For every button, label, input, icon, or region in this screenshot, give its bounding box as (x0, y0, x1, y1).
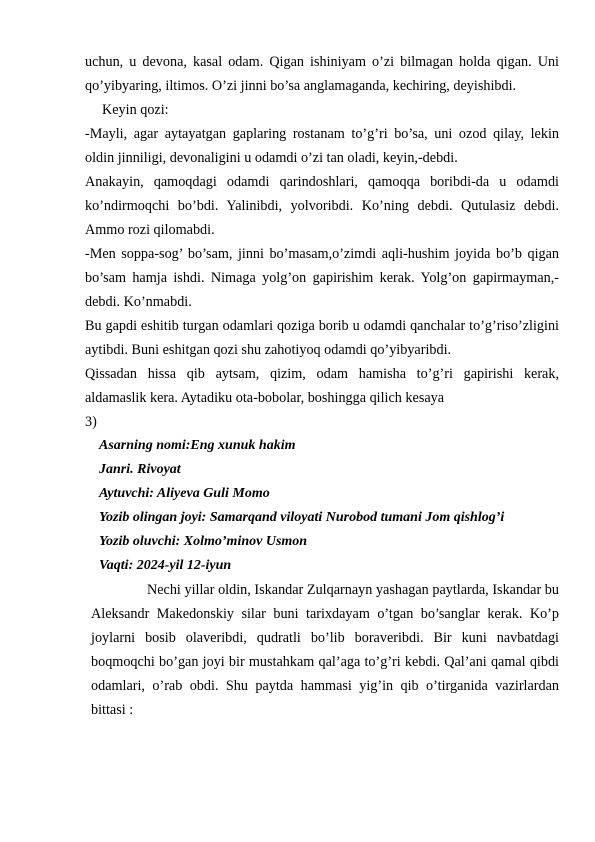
paragraph-7: Qissadan hissa qib aytsam, qizim, odam hamisha to’g’ri gapirishi kerak, aldamaslik kera. Aytadiku ota-bobolar, boshingga qilich kesaya (85, 366, 559, 406)
recording-place: Yozib olingan joyi: Samarqand viloyati Nurobod tumani Jom qishlog’i (99, 510, 505, 525)
teller: Aytuvchi: Aliyeva Guli Momo (99, 486, 270, 501)
paragraph-2: Keyin qozi: (102, 102, 169, 118)
recorder: Yozib oluvchi: Xolmo’minov Usmon (99, 534, 308, 549)
section-number: 3) (85, 414, 97, 430)
recording-date: Vaqti: 2024-yil 12-iyun (99, 558, 232, 573)
paragraph-6: Bu gapdi eshitib turgan odamlari qoziga borib u odamdi qanchalar to’g’riso’zligini aytibdi. Buni eshitgan qozi shu zahotiyoq odamdi qo’yibyaribdi. (85, 318, 559, 358)
paragraph-4: Anakayin, qamoqdagi odamdi qarindoshlari, qamoqqa boribdi-da u odamdi ko’ndirmoqchi bo’bdi. Yalinibdi, yolvoribdi. Ko’ning debdi. Qutulasiz debdi. Ammo rozi qilomabdi. (85, 174, 559, 238)
paragraph-3: -Mayli, agar aytayatgan gaplaring rostanam to’g’ri bo’sa, uni ozod qilay, lekin oldin jinniligi, devonaligini u odamdi o’zi tan oladi, keyin,-debdi. (85, 126, 559, 166)
story-text: Nechi yillar oldin, Iskandar Zulqarnayn yashagan paytlarda, Iskandar bu Aleksandr Makedonskiy silar buni tarixdayam o’tgan bo’sanglar kerak. Ko’p joylarni bosib olaveribdi, qudratli bo’lib boraveribdi. Bir kuni navbatdagi boqmoqchi bo’gan joyi bir mustahkam qal’aga to’g’ri kebdi. Qal’ani qamal qibdi odamlari, o’rab obdi. Shu paytda hammasi yig’in qib o’tirganida vazirlardan bittasi : (91, 582, 559, 718)
work-title: Asarning nomi:Eng xunuk hakim (99, 438, 296, 453)
paragraph-1: uchun, u devona, kasal odam. Qigan ishiniyam o’zi bilmagan holda qigan. Uni qo’yibyaring, iltimos. O’zi jinni bo’sa anglamaganda, kechiring, deyishibdi. (85, 54, 559, 94)
paragraph-5: -Men soppa-sog’ bo’sam, jinni bo’masam,o’zimdi aqli-hushim joyida bo’b qigan bo’sam hamja ishdi. Nimaga yolg’on gapirishim kerak. Yolg’on gapirmayman,-debdi. Ko’nmabdi. (85, 246, 559, 310)
document-page (85, 50, 559, 722)
genre: Janri. Rivoyat (99, 462, 181, 477)
